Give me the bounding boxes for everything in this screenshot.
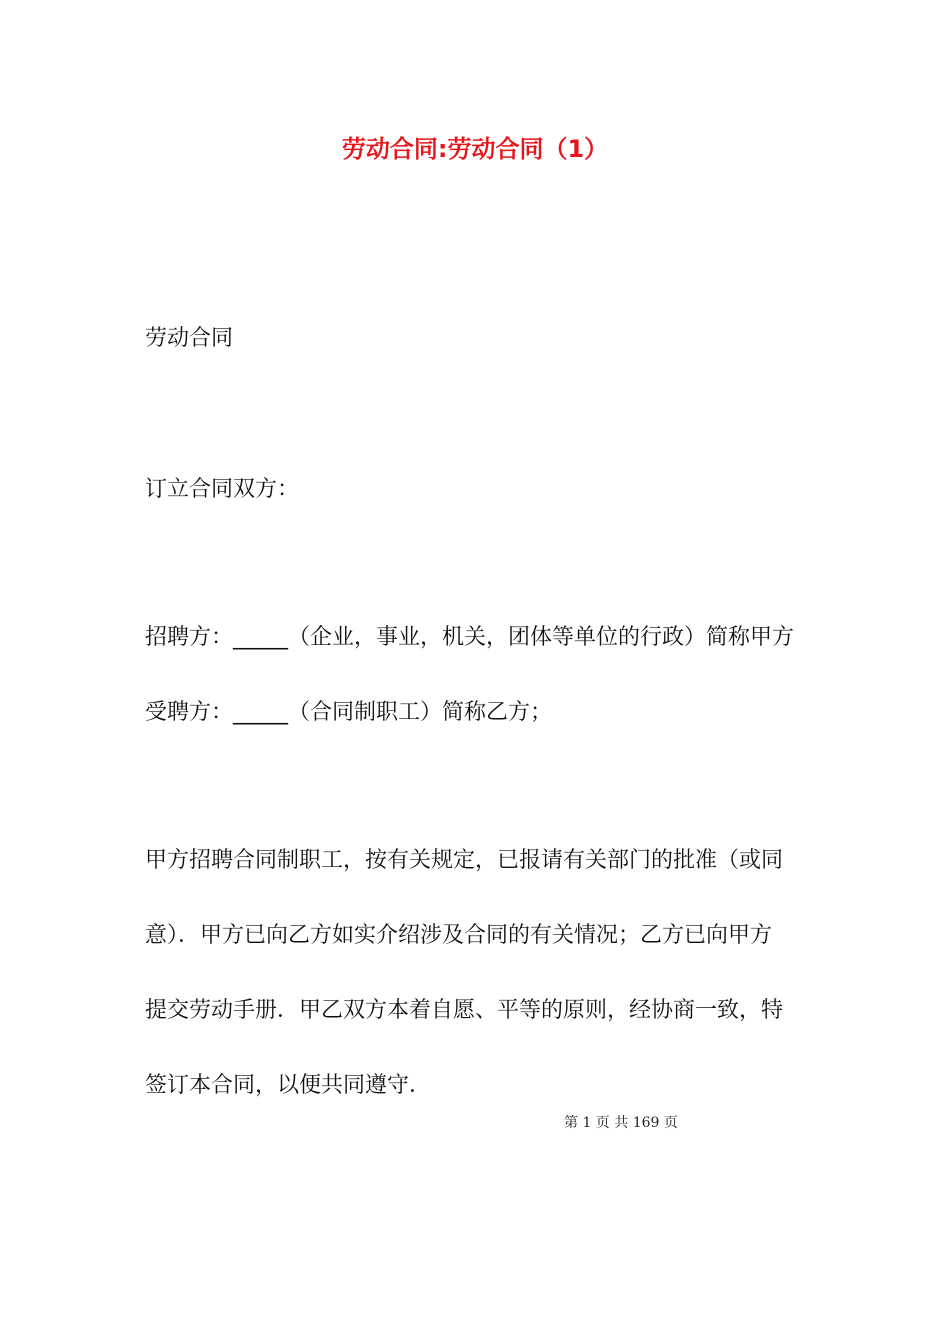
employer-line: 招聘方：_____（企业，事业，机关，团体等单位的行政）简称甲方	[145, 625, 795, 650]
paragraph-line: 提交劳动手册．甲乙双方本着自愿、平等的原则，经协商一致，特	[145, 998, 784, 1023]
employee-line: 受聘方：_____（合同制职工）简称乙方；	[145, 700, 553, 725]
paragraph-line: 甲方招聘合同制职工，按有关规定，已报请有关部门的批准（或同	[145, 848, 784, 873]
contracting-parties-label: 订立合同双方：	[145, 477, 300, 502]
heading-labor-contract: 劳动合同	[145, 326, 234, 351]
document-title: 劳动合同:劳动合同（1）	[341, 135, 609, 163]
paragraph-line: 签订本合同，以便共同遵守．	[145, 1073, 432, 1098]
paragraph-line: 意）．甲方已向乙方如实介绍涉及合同的有关情况；乙方已向甲方	[145, 923, 773, 948]
page-number: 第 1 页 共 169 页	[564, 1115, 678, 1131]
